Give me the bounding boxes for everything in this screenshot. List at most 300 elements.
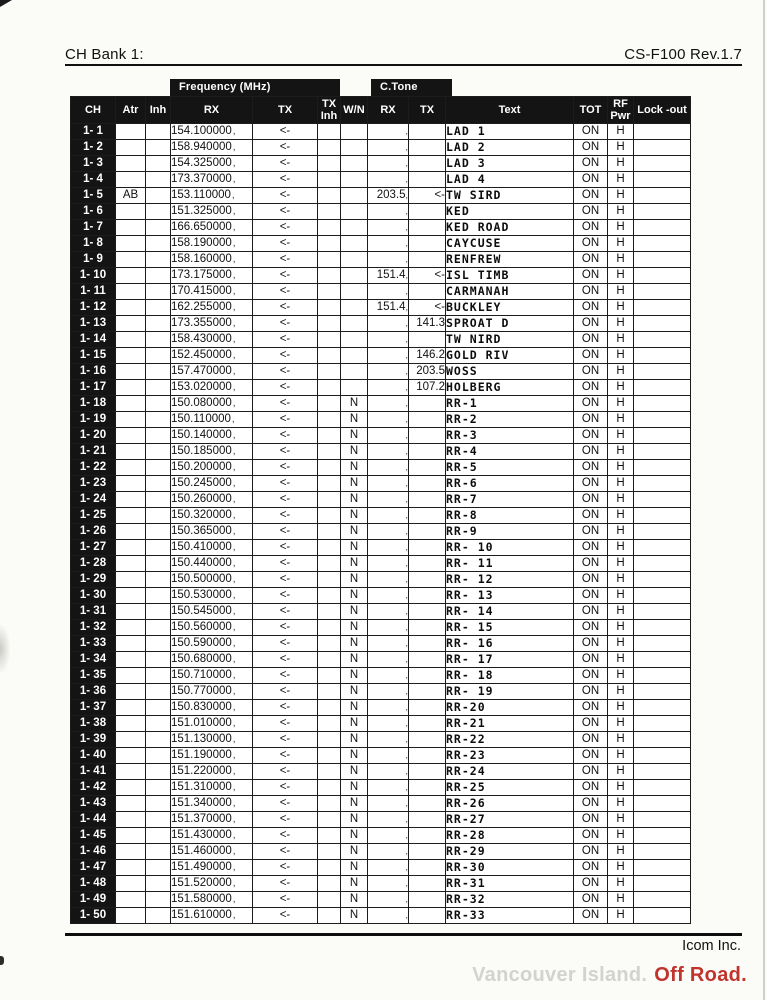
rf-power-cell: H [608,908,634,924]
rx-frequency: 150.410000 , [171,540,253,556]
inhibit-cell [146,748,171,764]
tx-inhibit-cell [318,684,341,700]
channel-name-lcd: RR-4 [446,444,574,460]
channel-number: 1- 25 [71,508,116,524]
ctone-tx-cell [409,124,446,140]
channel-name-lcd: RR- 15 [446,620,574,636]
ctone-tx-cell [409,476,446,492]
col-ctone-tx: TX [409,97,446,124]
ctone-tx-cell: <- [409,268,446,284]
ctone-tx-cell [409,572,446,588]
ctone-rx-cell [368,588,409,604]
ctone-tx-cell [409,700,446,716]
rx-frequency: 154.325000 , [171,156,253,172]
ctone-rx-cell [368,892,409,908]
tx-frequency: <- [253,412,318,428]
ctone-tx-cell [409,492,446,508]
tot-cell: ON [574,156,608,172]
channel-number: 1- 23 [71,476,116,492]
ctone-rx-cell [368,700,409,716]
tot-cell: ON [574,572,608,588]
rx-frequency: 150.200000 , [171,460,253,476]
inhibit-cell [146,652,171,668]
table-row [71,380,691,396]
channel-number: 1- 26 [71,524,116,540]
inhibit-cell [146,620,171,636]
tx-frequency: <- [253,220,318,236]
col-ch: CH [71,97,116,124]
rx-frequency: 173.370000 , [171,172,253,188]
ctone-tx-cell [409,748,446,764]
table-row [71,332,691,348]
ctone-tx-cell [409,140,446,156]
tot-cell: ON [574,284,608,300]
rx-frequency: 170.415000 , [171,284,253,300]
rf-power-cell: H [608,844,634,860]
ctone-rx-cell [368,316,409,332]
lockout-cell [634,908,691,924]
ctone-tx-cell [409,172,446,188]
attribute-cell [116,684,146,700]
tx-inhibit-cell [318,428,341,444]
tx-inhibit-cell [318,140,341,156]
ctone-tx-cell [409,220,446,236]
channel-name-lcd: RR-23 [446,748,574,764]
attribute-cell [116,540,146,556]
ctone-rx-cell [368,220,409,236]
ctone-rx-cell [368,908,409,924]
attribute-cell [116,268,146,284]
ctone-tx-cell [409,684,446,700]
rf-power-cell: H [608,828,634,844]
wide-narrow-cell: N [341,908,368,924]
ctone-rx-cell [368,556,409,572]
tx-frequency: <- [253,748,318,764]
rx-frequency: 151.310000 , [171,780,253,796]
channel-number: 1- 44 [71,812,116,828]
inhibit-cell [146,604,171,620]
ctone-tx-cell [409,812,446,828]
wide-narrow-cell: N [341,732,368,748]
tx-inhibit-cell [318,636,341,652]
tx-inhibit-cell [318,332,341,348]
wide-narrow-cell: N [341,588,368,604]
rx-frequency: 151.130000 , [171,732,253,748]
channel-name-lcd: RR-24 [446,764,574,780]
channel-name-lcd: RR-29 [446,844,574,860]
table-row [71,236,691,252]
rf-power-cell: H [608,428,634,444]
rf-power-cell: H [608,204,634,220]
attribute-cell [116,556,146,572]
ctone-rx-cell [368,124,409,140]
channel-name-lcd: RR-26 [446,796,574,812]
lockout-cell [634,844,691,860]
table-row [71,748,691,764]
tot-cell: ON [574,268,608,284]
tx-frequency: <- [253,348,318,364]
tx-frequency: <- [253,572,318,588]
tot-cell: ON [574,172,608,188]
tx-frequency: <- [253,252,318,268]
wide-narrow-cell: N [341,444,368,460]
tot-cell: ON [574,140,608,156]
rx-frequency: 150.560000 , [171,620,253,636]
rx-frequency: 158.940000 , [171,140,253,156]
channel-table [70,96,691,924]
ctone-rx-cell: 151.4 , [368,268,409,284]
rx-frequency: 158.190000 , [171,236,253,252]
rx-frequency: 150.830000 , [171,700,253,716]
ctone-tx-cell [409,892,446,908]
lockout-cell [634,332,691,348]
table-row [71,780,691,796]
inhibit-cell [146,540,171,556]
channel-name-lcd: RR-2 [446,412,574,428]
rx-frequency: 151.370000 , [171,812,253,828]
tx-frequency: <- [253,636,318,652]
rx-frequency: 173.355000 , [171,316,253,332]
rf-power-cell: H [608,812,634,828]
table-row [71,860,691,876]
tot-cell: ON [574,444,608,460]
attribute-cell [116,636,146,652]
inhibit-cell [146,828,171,844]
ctone-tx-cell: 107.2 [409,380,446,396]
ctone-tx-cell [409,332,446,348]
ctone-rx-cell [368,828,409,844]
ctone-rx-cell [368,844,409,860]
wide-narrow-cell: N [341,812,368,828]
table-row [71,476,691,492]
ctone-tx-cell [409,796,446,812]
lockout-cell [634,556,691,572]
channel-name-lcd: RR- 16 [446,636,574,652]
tx-inhibit-cell [318,412,341,428]
tx-inhibit-cell [318,604,341,620]
inhibit-cell [146,444,171,460]
table-row [71,220,691,236]
tot-cell: ON [574,540,608,556]
col-wide-narrow: W/N [341,97,368,124]
wide-narrow-cell [341,380,368,396]
col-rf-power: RF Pwr [608,97,634,124]
lockout-cell [634,700,691,716]
inhibit-cell [146,844,171,860]
rf-power-cell: H [608,124,634,140]
ctone-rx-cell [368,492,409,508]
tx-inhibit-cell [318,364,341,380]
tot-cell: ON [574,588,608,604]
ctone-tx-cell [409,764,446,780]
channel-number: 1- 21 [71,444,116,460]
tx-inhibit-cell [318,204,341,220]
channel-number: 1- 49 [71,892,116,908]
rf-power-cell: H [608,332,634,348]
ctone-rx-cell [368,476,409,492]
rx-frequency: 150.710000 , [171,668,253,684]
ctone-rx-cell [368,572,409,588]
tx-frequency: <- [253,876,318,892]
tx-frequency: <- [253,860,318,876]
tot-cell: ON [574,556,608,572]
channel-name-lcd: RR- 18 [446,668,574,684]
tx-frequency: <- [253,604,318,620]
inhibit-cell [146,684,171,700]
rx-frequency: 151.190000 , [171,748,253,764]
ctone-tx-cell [409,604,446,620]
channel-number: 1- 43 [71,796,116,812]
inhibit-cell [146,332,171,348]
tx-frequency: <- [253,268,318,284]
table-row [71,444,691,460]
channel-name-lcd: RR-27 [446,812,574,828]
rx-frequency: 150.185000 , [171,444,253,460]
inhibit-cell [146,876,171,892]
attribute-cell [116,892,146,908]
inhibit-cell [146,204,171,220]
channel-name-lcd: LAD 3 [446,156,574,172]
rx-frequency: 153.020000 , [171,380,253,396]
tot-cell: ON [574,876,608,892]
inhibit-cell [146,188,171,204]
tx-frequency: <- [253,396,318,412]
ctone-rx-cell [368,444,409,460]
ctone-tx-cell: 146.2 [409,348,446,364]
tx-frequency: <- [253,652,318,668]
tx-inhibit-cell [318,396,341,412]
wide-narrow-cell: N [341,476,368,492]
tot-cell: ON [574,300,608,316]
inhibit-cell [146,380,171,396]
tx-frequency: <- [253,732,318,748]
channel-name-lcd: RR-33 [446,908,574,924]
ctone-rx-cell: 151.4 , [368,300,409,316]
lockout-cell [634,268,691,284]
col-rx-frequency: RX [171,97,253,124]
lockout-cell [634,364,691,380]
ctone-tx-cell [409,636,446,652]
rf-power-cell: H [608,652,634,668]
channel-number: 1- 3 [71,156,116,172]
tx-inhibit-cell [318,812,341,828]
inhibit-cell [146,300,171,316]
tx-frequency: <- [253,380,318,396]
inhibit-cell [146,396,171,412]
attribute-cell [116,572,146,588]
table-row [71,412,691,428]
lockout-cell [634,716,691,732]
channel-name-lcd: LAD 2 [446,140,574,156]
table-row [71,316,691,332]
rx-frequency: 151.340000 , [171,796,253,812]
tx-inhibit-cell [318,540,341,556]
ctone-tx-cell: <- [409,188,446,204]
rf-power-cell: H [608,380,634,396]
channel-number: 1- 45 [71,828,116,844]
tx-inhibit-cell [318,732,341,748]
attribute-cell [116,828,146,844]
rx-frequency: 150.770000 , [171,684,253,700]
rx-frequency: 162.255000 , [171,300,253,316]
channel-name-lcd: KED ROAD [446,220,574,236]
inhibit-cell [146,908,171,924]
table-row [71,604,691,620]
tx-frequency: <- [253,588,318,604]
channel-number: 1- 28 [71,556,116,572]
channel-name-lcd: KED [446,204,574,220]
rx-frequency: 150.365000 , [171,524,253,540]
channel-name-lcd: RR- 19 [446,684,574,700]
table-row [71,364,691,380]
tot-cell: ON [574,604,608,620]
attribute-cell [116,876,146,892]
footer-company: Icom Inc. [682,938,741,954]
rf-power-cell: H [608,620,634,636]
col-tot: TOT [574,97,608,124]
lockout-cell [634,668,691,684]
tot-cell: ON [574,684,608,700]
table-row [71,348,691,364]
lockout-cell [634,140,691,156]
inhibit-cell [146,268,171,284]
rf-power-cell: H [608,764,634,780]
tot-cell: ON [574,668,608,684]
attribute-cell [116,780,146,796]
table-row [71,652,691,668]
tx-frequency: <- [253,908,318,924]
inhibit-cell [146,556,171,572]
table-header-row [71,97,691,124]
wide-narrow-cell: N [341,700,368,716]
channel-number: 1- 36 [71,684,116,700]
tx-frequency: <- [253,812,318,828]
tot-cell: ON [574,508,608,524]
rx-frequency: 150.320000 , [171,508,253,524]
attribute-cell [116,364,146,380]
channel-name-lcd: GOLD RIV [446,348,574,364]
channel-name-lcd: RR-3 [446,428,574,444]
attribute-cell [116,236,146,252]
channel-name-lcd: RR-7 [446,492,574,508]
ctone-tx-cell [409,508,446,524]
channel-number: 1- 29 [71,572,116,588]
lockout-cell [634,412,691,428]
wide-narrow-cell [341,252,368,268]
footer-divider [65,933,742,936]
wide-narrow-cell: N [341,796,368,812]
inhibit-cell [146,252,171,268]
channel-number: 1- 32 [71,620,116,636]
tx-inhibit-cell [318,380,341,396]
table-row [71,572,691,588]
ctone-rx-cell [368,380,409,396]
wide-narrow-cell: N [341,780,368,796]
tot-cell: ON [574,460,608,476]
tot-cell: ON [574,652,608,668]
tx-inhibit-cell [318,316,341,332]
inhibit-cell [146,428,171,444]
rf-power-cell: H [608,316,634,332]
wide-narrow-cell: N [341,668,368,684]
wide-narrow-cell: N [341,684,368,700]
rx-frequency: 158.430000 , [171,332,253,348]
rf-power-cell: H [608,860,634,876]
channel-number: 1- 1 [71,124,116,140]
attribute-cell [116,140,146,156]
wide-narrow-cell [341,124,368,140]
tx-inhibit-cell [318,748,341,764]
tx-frequency: <- [253,700,318,716]
ctone-tx-cell [409,908,446,924]
channel-name-lcd: RR-28 [446,828,574,844]
wide-narrow-cell [341,188,368,204]
tx-frequency: <- [253,668,318,684]
table-row [71,700,691,716]
tot-cell: ON [574,892,608,908]
lockout-cell [634,684,691,700]
tx-inhibit-cell [318,716,341,732]
rf-power-cell: H [608,300,634,316]
lockout-cell [634,220,691,236]
tx-frequency: <- [253,476,318,492]
ctone-tx-cell [409,444,446,460]
attribute-cell [116,652,146,668]
tx-inhibit-cell [318,268,341,284]
channel-number: 1- 13 [71,316,116,332]
ctone-tx-cell: <- [409,300,446,316]
tx-frequency: <- [253,316,318,332]
channel-number: 1- 16 [71,364,116,380]
channel-number: 1- 42 [71,780,116,796]
tx-frequency: <- [253,140,318,156]
lockout-cell [634,780,691,796]
wide-narrow-cell: N [341,604,368,620]
ctone-tx-cell [409,252,446,268]
ctone-rx-cell [368,284,409,300]
channel-name-lcd: RR- 14 [446,604,574,620]
rf-power-cell: H [608,588,634,604]
tot-cell: ON [574,316,608,332]
tx-inhibit-cell [318,876,341,892]
tot-cell: ON [574,332,608,348]
wide-narrow-cell [341,332,368,348]
inhibit-cell [146,172,171,188]
ctone-rx-cell [368,780,409,796]
inhibit-cell [146,732,171,748]
tx-inhibit-cell [318,700,341,716]
wide-narrow-cell [341,236,368,252]
channel-number: 1- 34 [71,652,116,668]
tx-frequency: <- [253,620,318,636]
lockout-cell [634,380,691,396]
table-row [71,284,691,300]
table-row [71,508,691,524]
channel-name-lcd: RR-30 [446,860,574,876]
table-row [71,828,691,844]
lockout-cell [634,492,691,508]
attribute-cell [116,124,146,140]
ctone-rx-cell [368,652,409,668]
inhibit-cell [146,460,171,476]
wide-narrow-cell [341,348,368,364]
inhibit-cell [146,892,171,908]
inhibit-cell [146,796,171,812]
col-lockout: Lock -out [634,97,691,124]
channel-number: 1- 4 [71,172,116,188]
channel-number: 1- 48 [71,876,116,892]
ctone-tx-cell: 141.3 [409,316,446,332]
